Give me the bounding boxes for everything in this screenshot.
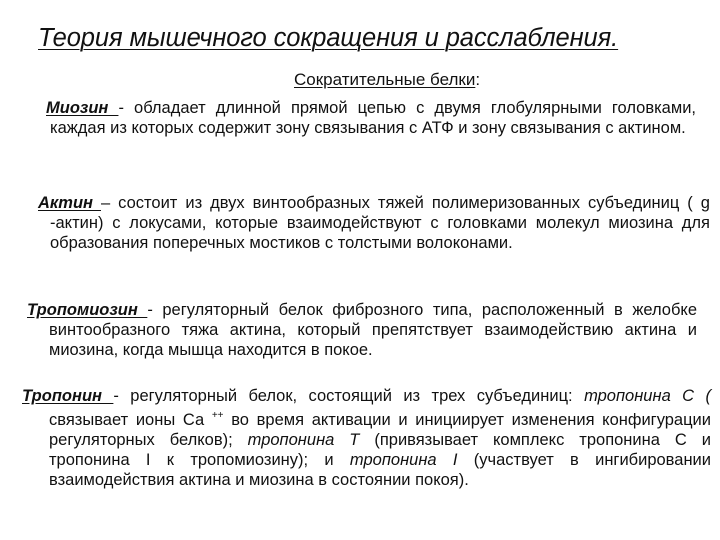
section-heading-colon: : xyxy=(475,70,481,89)
actin-paragraph xyxy=(38,193,710,253)
troponin-text-1: - регуляторный белок, состоящий из трех субъединиц: xyxy=(113,387,585,405)
troponin-paragraph xyxy=(22,386,711,490)
actin-text: – состоит из двух винтообразных тяжей полимеризованных субъединиц ( g -актин) с локусами, которые взаимодействуют с головками молекул миозина для образования поперечных мостиков с толстыми волоконами. xyxy=(50,194,710,252)
troponin-t-label: тропонина Т xyxy=(247,431,360,449)
troponin-text-2: связывает ионы Са xyxy=(49,411,212,429)
tropomyosin-paragraph xyxy=(27,300,698,360)
calcium-charge-superscript: ++ xyxy=(211,410,224,421)
troponin-text-4: (привязывает комплекс тропонина С и тропонина I к тропомиозину); и xyxy=(49,431,711,469)
section-heading-text: Сократительные белки xyxy=(294,70,476,89)
troponin-term: Тропонин xyxy=(22,387,114,405)
troponin-c-label: тропонина С ( xyxy=(584,387,711,405)
tropomyosin-term: Тропомиозин xyxy=(27,301,148,319)
myosin-term: Миозин xyxy=(46,99,119,117)
troponin-i-label: тропонина I xyxy=(349,451,458,469)
myosin-paragraph xyxy=(46,98,696,138)
troponin-text-3: во время активации и инициирует изменения конфигурации регуляторных белков); xyxy=(49,411,711,449)
actin-term: Актин xyxy=(38,194,101,212)
tropomyosin-text: - регуляторный белок фиброзного типа, расположенный в желобке винтообразного тяжа актина, который препятствует взаимодействию актина и миозина, когда мышца находится в покое. xyxy=(49,301,698,359)
section-heading xyxy=(294,70,480,90)
page-title: Теория мышечного сокращения и расслабления. xyxy=(38,24,619,52)
myosin-text: - обладает длинной прямой цепью с двумя глобулярными головками, каждая из которых содержит зону связывания с АТФ и зону связывания с актином. xyxy=(50,99,696,137)
troponin-text-5: (участвует в ингибировании взаимодействия актина и миозина в состоянии покоя). xyxy=(49,451,711,489)
